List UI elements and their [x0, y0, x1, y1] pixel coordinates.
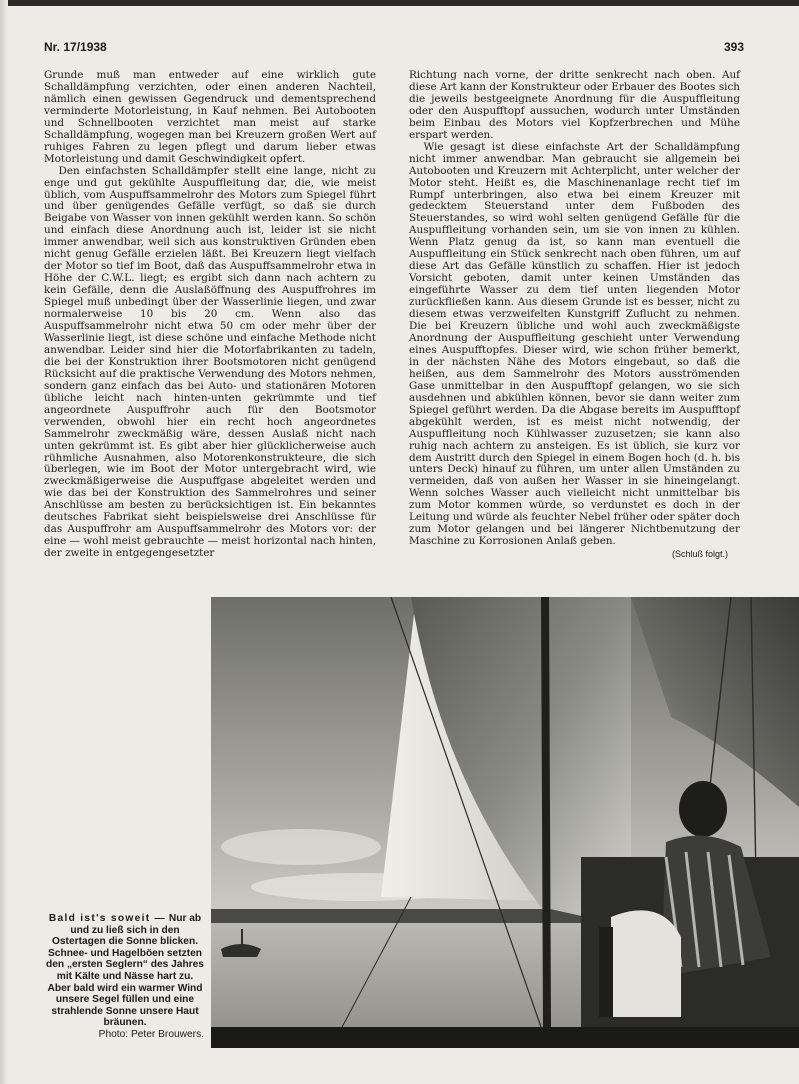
- page-gutter: [0, 0, 8, 1084]
- page-number: 393: [723, 40, 744, 54]
- paragraph: Wie gesagt ist diese einfachste Art der Schalldämpfung nicht immer anwendbar. Man gebraucht sie allgemein bei Autobooten und Kreuzern mit Achterplicht, unter welcher der Motor steht. Heißt es, die Maschinenanlage recht tief im Rumpf unterbringen, also etwa bei einem Kreuzer mit gedecktem Steuerstand unter dem Fußboden des Steuerstandes, so wird wohl selten genügend Gefälle für die Auspuffleitung vorhanden sein, um sie von innen zu kühlen. Wenn Platz genug da ist, so kann man eventuell die Auspuffleitung ein Stück senkrecht nach oben führen, um auf diese Art das Gefälle künstlich zu schaffen. Hier ist jedoch Vorsicht geboten, damit unter keinen Umständen das eingeführte Wasser zu dem tief unten liegenden Motor zurückfließen kann. Aus diesem Grunde ist es besser, nicht zu diesem etwas verzweifelten Kunstgriff Zuflucht zu nehmen. Die bei Kreuzern übliche und wohl auch zweckmäßigste Anordnung der Auspuffleitung geschieht unter Verwendung eines Auspufftopfes. Dieser wird, wie schon früher bemerkt, in der nächsten Nähe des Motors eingebaut, so daß die heißen, aus dem Sammelrohr des Motors ausströmenden Gase unmittelbar in den Auspufftopf gelangen, wo sie sich ausdehnen und abkühlen können, bevor sie dann weiter zum Spiegel geführt werden. Da die Abgase bereits im Auspufftopf abgekühlt werden, ist es meist nicht notwendig, der Auspuffleitung noch Kühlwasser zuzusetzen; sie kann also ruhig nach achtern zu ansteigen. Es ist üblich, sie kurz vor dem Austritt durch den Spiegel in einem Bogen hoch (d. h. bis unters Deck) hinauf zu führen, um unter allen Umständen zu vermeiden, daß von außen her Wasser in sie hineingelangt. Wenn solches Wasser auch vielleicht nicht unmittelbar bis zum Motor kommen würde, so verdunstet es doch in der Leitung und würde als feuchter Nebel früher oder später doch zum Motor gelangen und bei längerer Nichtbenutzung der Maschine zu Korrosionen Anlaß geben.: [409, 140, 740, 548]
- page-header: [44, 40, 744, 56]
- caption-lead: Bald ist's soweit —: [48, 913, 167, 924]
- top-edge: [0, 0, 799, 6]
- continuation-note: (Schluß folgt.): [671, 549, 728, 560]
- photo-caption: [46, 913, 204, 1041]
- article-column-left: [44, 70, 376, 560]
- sailing-photo: [211, 597, 799, 1048]
- photo-credit: Photo: Peter Brouwers.: [98, 1028, 204, 1040]
- issue-number: Nr. 17/1938: [44, 40, 107, 54]
- paragraph: Richtung nach vorne, der dritte senkrecht nach oben. Auf diese Art kann der Konstrukteur oder Erbauer des Bootes sich die jeweils bestgeeignete Anordnung für die Auspuffleitung oder den Auspufftopf aussuchen, wodurch unter Umständen beim Einbau des Motors viel Kopfzerbrechen und Mühe erspart werden.: [409, 69, 740, 141]
- paragraph: Grunde muß man entweder auf eine wirklich gute Schalldämpfung verzichten, oder einen anderen Nachteil, nämlich einen gewissen Gegendruck und dementsprechend verminderte Motorleistung, in Kauf nehmen. Bei Autobooten und Schnellbooten verzichtet man meist auf starke Schalldämpfung, wogegen man bei Kreuzern großen Wert auf ruhiges Fahren zu legen pflegt und darum lieber etwas Motorleistung und damit Geschwindigkeit opfert.: [44, 69, 376, 165]
- paragraph: Den einfachsten Schalldämpfer stellt eine lange, nicht zu enge und gut gekühlte Auspuffleitung dar, die, wie meist üblich, vom Auspuffsammelrohr des Motors zum Spiegel führt und über genügendes Gefälle verfügt, so daß sie durch Beigabe von Wasser von innen gekühlt werden kann. So schön und einfach diese Anordnung auch ist, leider ist sie nicht immer anwendbar, weil sich aus konstruktiven Gründen eben nicht genug Gefälle erzielen läßt. Bei Kreuzern liegt vielfach der Motor so tief im Boot, daß das Auspuffsammelrohr etwa in Höhe der C.W.L. liegt; es ergibt sich dann nach achtern zu kein Gefälle, denn die Auslaßöffnung des Auspuffrohres im Spiegel muß unbedingt über der Wasserlinie liegen, und zwar normalerweise 10 bis 20 cm. Wenn also das Auspuffsammelrohr nicht etwa 50 cm oder mehr über der Wasserlinie liegt, ist diese schöne und einfache Methode nicht anwendbar. Leider sind hier die Motorfabrikanten zu tadeln, die bei der Konstruktion ihrer Bootsmotoren nicht genügend Rücksicht auf die praktische Verwendung des Motors nehmen, sondern ganz einfach das bei Auto- und stationären Motoren übliche leicht nach hinten-unten gekrümmte und tief angeordnete Auspuffrohr auch für den Bootsmotor verwenden, obwohl hier ein recht hoch angeordnetes Sammelrohr zweckmäßig wäre, dessen Auslaß nicht nach unten gekrümmt ist. Es gibt aber hier glücklicherweise auch rühmliche Ausnahmen, also Motorenkonstrukteure, die sich überlegen, wie im Boot der Motor untergebracht wird, wie zweckmäßigerweise die Auspuffgase abgeleitet werden und wie das bei der Konstruktion des Sammelrohres und seiner Anschlüsse am besten zu berücksichtigen ist. Ein bekanntes deutsches Fabrikat sieht beispielsweise drei Anschlüsse für das Auspuffrohr am Auspuffsammelrohr des Motors vor: der eine — wohl meist gebrauchte — meist horizontal nach hinten, der zweite in entgegengesetzter: [44, 164, 376, 560]
- article-column-right: [409, 70, 740, 561]
- caption-body: Nur ab und zu ließ sich in den Ostertagen die Sonne blicken. Schnee- und Hagelböen setzten den „ersten Seglern“ des Jahres mit Kälte und Nässe hart zu. Aber bald wird ein warmer Wind unsere Segel füllen und eine strahlende Sonne unsere Haut bräunen.: [46, 913, 204, 1029]
